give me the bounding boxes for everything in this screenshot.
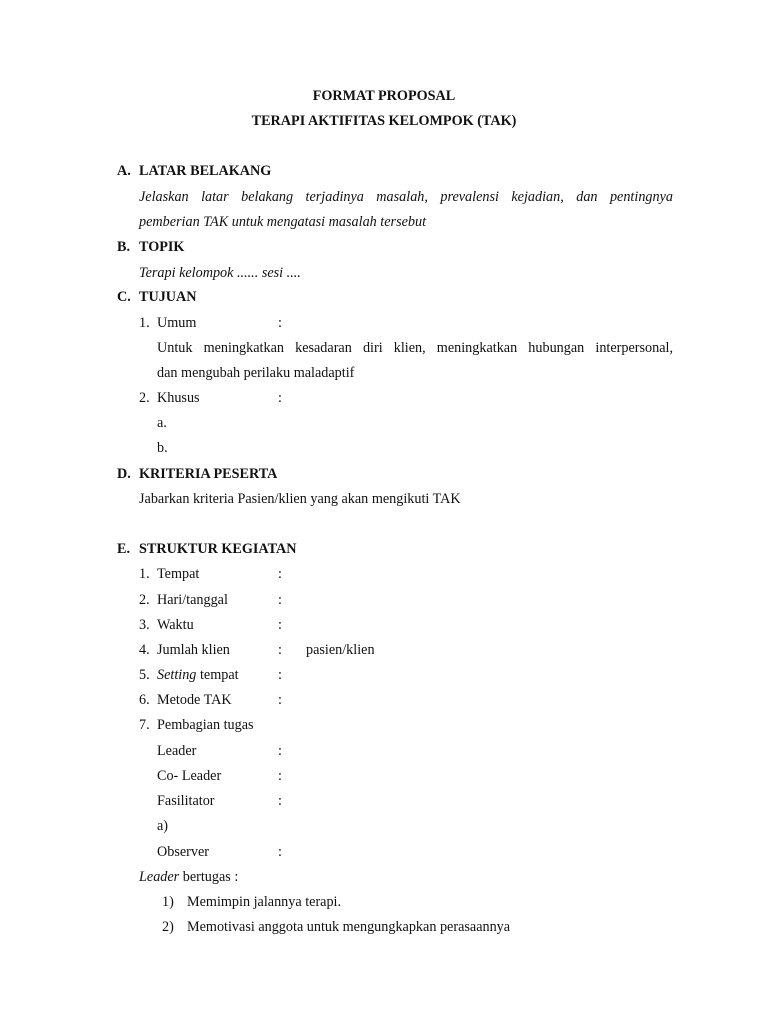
umum-colon: : xyxy=(278,315,282,331)
item-colon: : xyxy=(278,617,282,633)
item-colon: : xyxy=(278,592,282,608)
item-colon: : xyxy=(278,667,282,683)
role-colon: : xyxy=(278,844,282,860)
leader-duties-heading xyxy=(139,868,238,886)
duty-number: 1) xyxy=(162,894,174,910)
section-d-letter: D. xyxy=(117,466,131,482)
role-label: Leader xyxy=(157,743,197,759)
item-number: 6. xyxy=(139,692,150,708)
role-label: Fasilitator xyxy=(157,793,215,809)
item-number: 7. xyxy=(139,717,150,733)
title-line-1: FORMAT PROPOSAL xyxy=(312,88,456,104)
item-label: Tempat xyxy=(157,566,200,582)
item-label xyxy=(157,666,239,684)
khusus-sub-a: a. xyxy=(157,415,167,431)
section-b-letter: B. xyxy=(117,239,131,255)
duty-number: 2) xyxy=(162,919,174,935)
role-label: a) xyxy=(157,818,169,834)
section-e-letter: E. xyxy=(117,541,131,557)
umum-body-line-2: dan mengubah perilaku maladaptif xyxy=(157,365,355,381)
item-colon: : xyxy=(278,642,282,658)
item-label: Jumlah klien xyxy=(157,642,230,658)
section-a-body-line-2: pemberian TAK untuk mengatasi masalah tersebut xyxy=(139,214,427,230)
item-label: Pembagian tugas xyxy=(157,717,254,733)
role-colon: : xyxy=(278,793,282,809)
title-line-2: TERAPI AKTIFITAS KELOMPOK (TAK) xyxy=(251,113,517,129)
item-number: 4. xyxy=(139,642,150,658)
item-label: Metode TAK xyxy=(157,692,232,708)
item-label: Hari/tanggal xyxy=(157,592,228,608)
item-label: Waktu xyxy=(157,617,194,633)
khusus-label: Khusus xyxy=(157,390,200,406)
role-colon: : xyxy=(278,768,282,784)
section-b-body: Terapi kelompok ...... sesi .... xyxy=(139,265,301,281)
jumlah-klien-value: pasien/klien xyxy=(306,642,375,658)
role-label: Co- Leader xyxy=(157,768,222,784)
duty-text: Memotivasi anggota untuk mengungkapkan perasaannya xyxy=(187,919,511,935)
section-d-body: Jabarkan kriteria Pasien/klien yang akan mengikuti TAK xyxy=(139,491,461,507)
umum-label: Umum xyxy=(157,315,197,331)
item-colon: : xyxy=(278,692,282,708)
section-a-heading: LATAR BELAKANG xyxy=(139,163,272,179)
duty-text: Memimpin jalannya terapi. xyxy=(187,894,342,910)
role-label: Observer xyxy=(157,844,209,860)
section-c-letter: C. xyxy=(117,289,131,305)
item-number: 2. xyxy=(139,592,150,608)
khusus-colon: : xyxy=(278,390,282,406)
section-c-heading: TUJUAN xyxy=(139,289,197,305)
section-a-letter: A. xyxy=(117,163,131,179)
role-colon: : xyxy=(278,743,282,759)
leader-duties-rest: bertugas : xyxy=(179,869,239,885)
item-number: 1. xyxy=(139,566,150,582)
umum-body-line-1: Untuk meningkatkan kesadaran diri klien, meningkatkan hubungan interpersonal, xyxy=(157,340,673,356)
item-number: 3. xyxy=(139,617,150,633)
khusus-number: 2. xyxy=(139,390,150,406)
setting-rest: tempat xyxy=(196,667,239,683)
umum-number: 1. xyxy=(139,315,150,331)
khusus-sub-b: b. xyxy=(157,440,168,456)
leader-italic: Leader xyxy=(139,869,180,885)
section-a-body-line-1: Jelaskan latar belakang terjadinya masalah, prevalensi kejadian, dan pentingnya xyxy=(139,189,673,205)
section-e-heading: STRUKTUR KEGIATAN xyxy=(139,541,297,557)
section-d-heading: KRITERIA PESERTA xyxy=(139,466,278,482)
setting-italic: Setting xyxy=(157,667,197,683)
section-b-heading: TOPIK xyxy=(139,239,185,255)
item-number: 5. xyxy=(139,667,150,683)
item-colon: : xyxy=(278,566,282,582)
